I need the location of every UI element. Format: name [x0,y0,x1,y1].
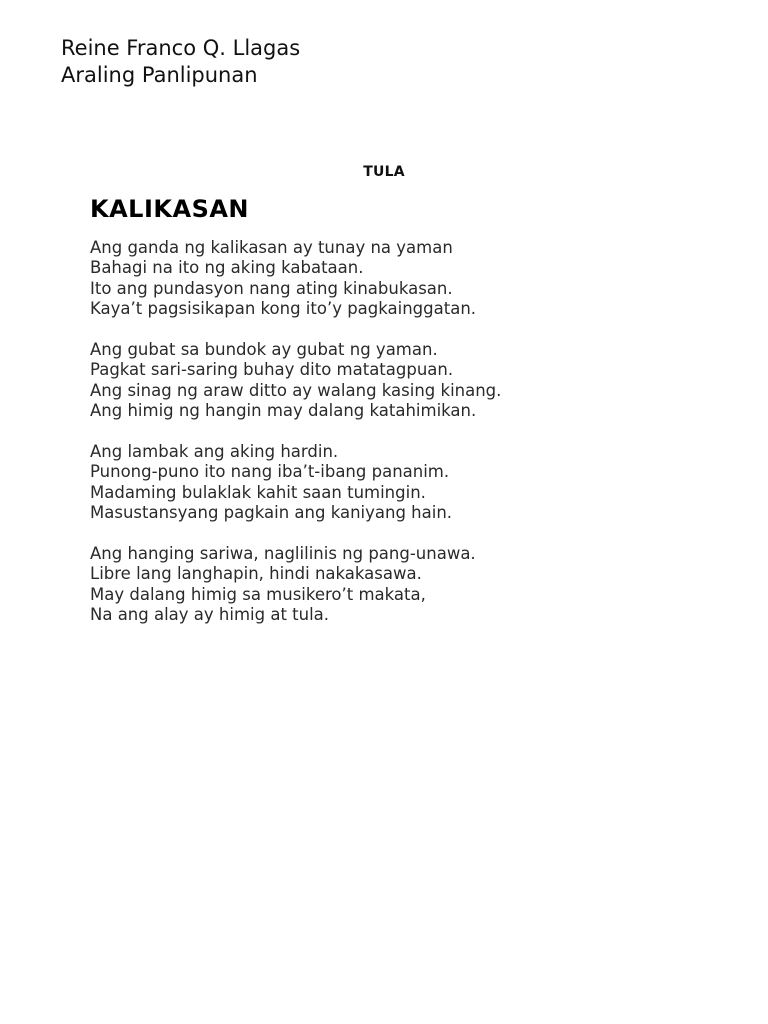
poem-line: Ang gubat sa bundok ay gubat ng yaman. [90,340,438,360]
author-block [61,35,300,89]
poem-line: Libre lang langhapin, hindi nakakasawa. [90,564,422,584]
poem-line: May dalang himig sa musikero’t makata, [90,584,426,604]
poem-line: Kaya’t pagsisikapan kong ito’y pagkainggatan. [90,299,477,319]
author-name: Reine Franco Q. Llagas [61,36,301,60]
poem-line: Bahagi na ito ng aking kabataan. [90,258,364,278]
poem-title: KALIKASAN [90,195,250,223]
poem-line: Punong-puno ito nang iba’t-ibang pananim. [90,462,450,482]
poem-line: Ang ganda ng kalikasan ay tunay na yaman [90,238,453,257]
section-label: TULA [363,164,405,180]
poem-line: Masustansyang pagkain ang kaniyang hain. [90,503,453,523]
poem-line: Ang hanging sariwa, naglilinis ng pang-unawa. [90,544,476,564]
subject-name: Araling Panlipunan [61,63,258,87]
poem-line: Ang sinag ng araw ditto ay walang kasing kinang. [90,380,502,400]
poem-line: Na ang alay ay himig at tula. [90,605,330,625]
poem-body [90,238,501,646]
poem-line: Ito ang pundasyon nang ating kinabukasan. [90,278,453,298]
poem-line: Pagkat sari-saring buhay dito matatagpuan. [90,360,454,380]
stanza-2 [90,340,501,422]
poem-line: Madaming bulaklak kahit saan tumingin. [90,482,426,502]
stanza-1 [90,238,501,320]
stanza-4 [90,544,501,626]
stanza-3 [90,442,501,524]
poem-line: Ang himig ng hangin may dalang katahimikan. [90,401,477,421]
poem-line: Ang lambak ang aking hardin. [90,442,339,462]
